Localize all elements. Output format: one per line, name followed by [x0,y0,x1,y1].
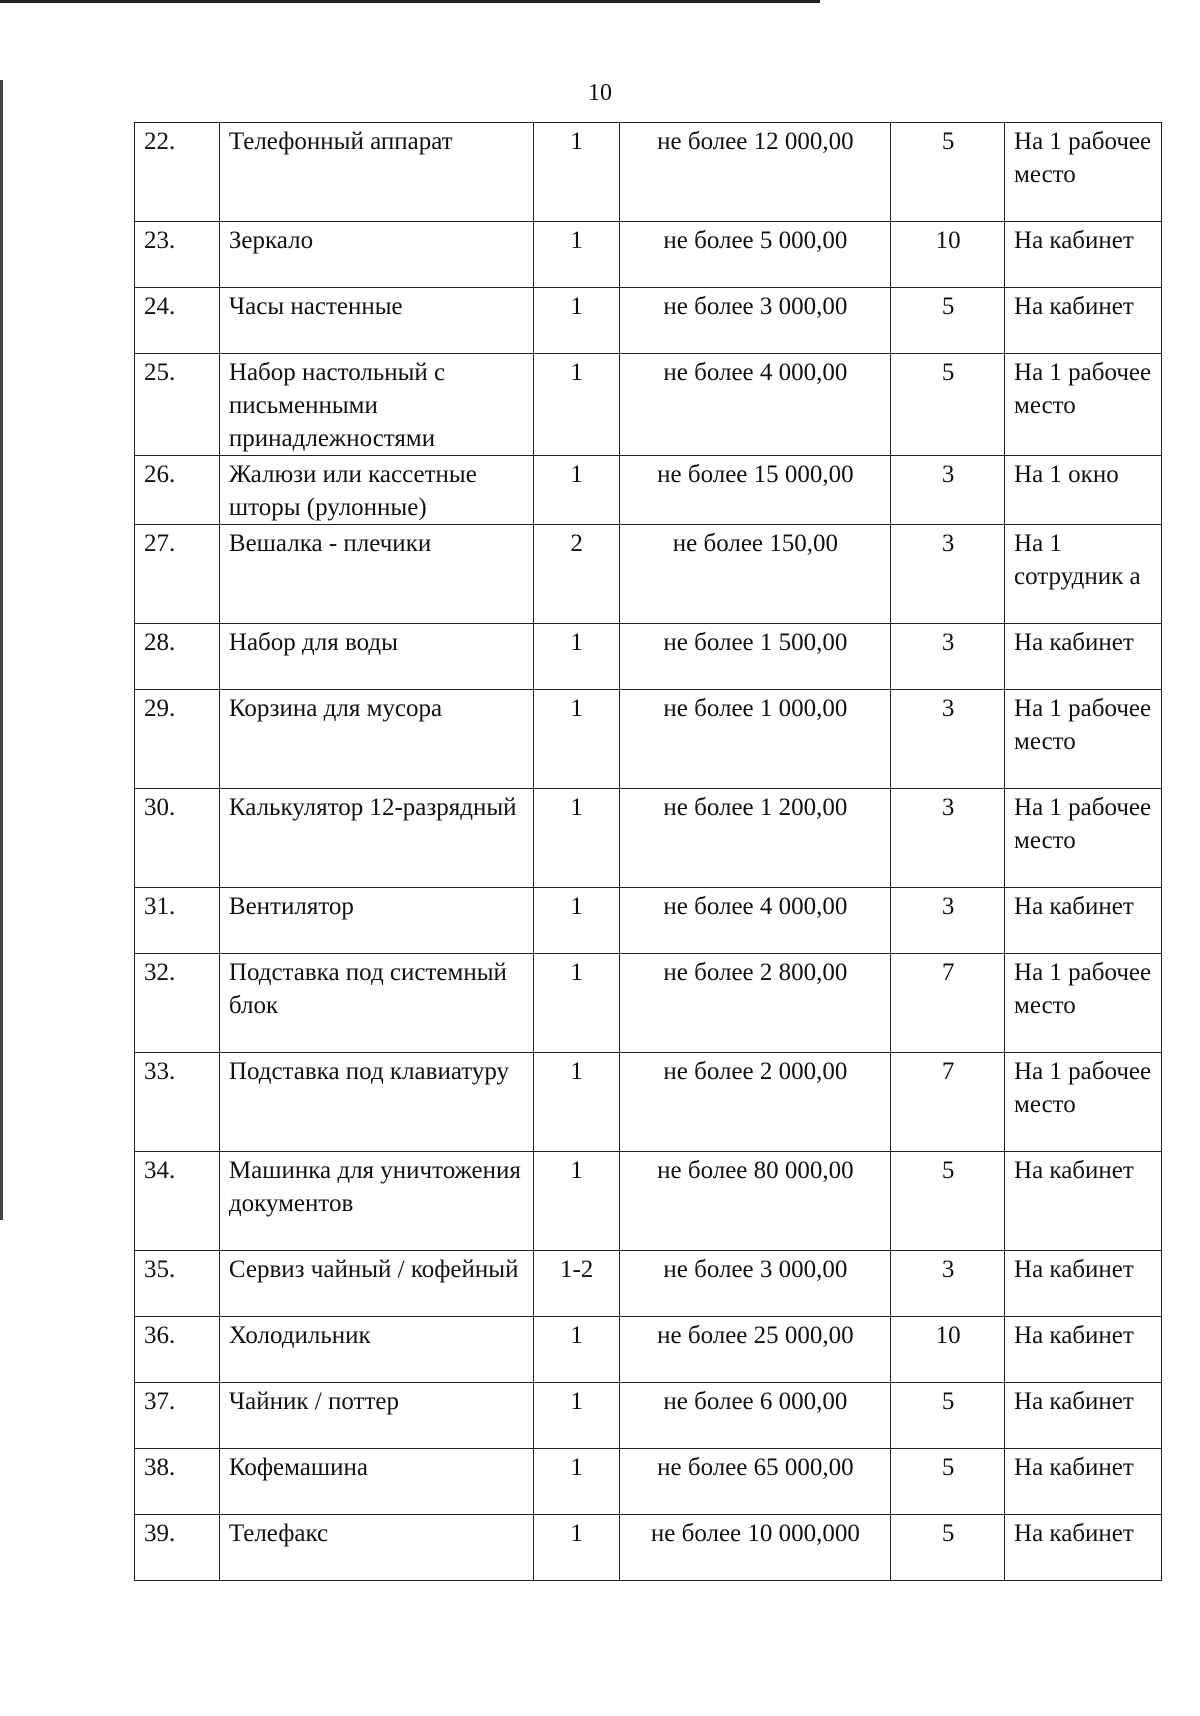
item-name: Набор для воды [219,624,533,690]
item-norm: На 1 рабочее место [1005,690,1162,789]
item-quantity: 1 [533,354,619,456]
item-price: не более 2 000,00 [619,1053,891,1152]
item-service-years: 5 [891,354,1005,456]
item-service-years: 3 [891,624,1005,690]
row-number: 38. [135,1449,220,1515]
item-price: не более 65 000,00 [619,1449,891,1515]
item-name: Подставка под клавиатуру [219,1053,533,1152]
table-row [135,954,1162,1053]
table-row [135,1053,1162,1152]
item-price: не более 4 000,00 [619,888,891,954]
item-name: Набор настольный с письменными принадлежностями [219,354,533,456]
row-number: 36. [135,1317,220,1383]
item-norm: На кабинет [1005,222,1162,288]
item-price: не более 12 000,00 [619,123,891,222]
item-service-years: 7 [891,1053,1005,1152]
row-number: 23. [135,222,220,288]
item-name: Вешалка - плечики [219,525,533,624]
item-quantity: 1 [533,123,619,222]
row-number: 22. [135,123,220,222]
item-name: Машинка для уничтожения документов [219,1152,533,1251]
item-quantity: 1 [533,789,619,888]
item-name: Подставка под системный блок [219,954,533,1053]
item-name: Жалюзи или кассетные шторы (рулонные) [219,456,533,525]
item-service-years: 5 [891,288,1005,354]
item-name: Сервиз чайный / кофейный [219,1251,533,1317]
row-number: 28. [135,624,220,690]
item-norm: На кабинет [1005,1449,1162,1515]
table-row [135,888,1162,954]
row-number: 25. [135,354,220,456]
table-row [135,1152,1162,1251]
item-norm: На кабинет [1005,288,1162,354]
item-service-years: 3 [891,525,1005,624]
item-norm: На 1 рабочее место [1005,1053,1162,1152]
item-name: Чайник / поттер [219,1383,533,1449]
table-row [135,624,1162,690]
item-name: Зеркало [219,222,533,288]
item-price: не более 2 800,00 [619,954,891,1053]
item-price: не более 1 200,00 [619,789,891,888]
item-norm: На 1 окно [1005,456,1162,525]
item-name: Холодильник [219,1317,533,1383]
item-service-years: 3 [891,888,1005,954]
row-number: 24. [135,288,220,354]
item-price: не более 1 000,00 [619,690,891,789]
item-quantity: 2 [533,525,619,624]
item-name: Телефонный аппарат [219,123,533,222]
row-number: 34. [135,1152,220,1251]
item-name: Вентилятор [219,888,533,954]
row-number: 37. [135,1383,220,1449]
item-norm: На 1 рабочее место [1005,354,1162,456]
table-row [135,1449,1162,1515]
item-service-years: 5 [891,1383,1005,1449]
item-norm: На 1 рабочее место [1005,123,1162,222]
table-row [135,1317,1162,1383]
item-norm: На 1 рабочее место [1005,954,1162,1053]
item-price: не более 5 000,00 [619,222,891,288]
item-name: Калькулятор 12-разрядный [219,789,533,888]
item-norm: На кабинет [1005,888,1162,954]
row-number: 27. [135,525,220,624]
item-norm: На кабинет [1005,1317,1162,1383]
item-quantity: 1 [533,222,619,288]
item-price: не более 4 000,00 [619,354,891,456]
item-norm: На кабинет [1005,624,1162,690]
item-price: не более 80 000,00 [619,1152,891,1251]
row-number: 35. [135,1251,220,1317]
item-service-years: 3 [891,456,1005,525]
item-price: не более 6 000,00 [619,1383,891,1449]
item-service-years: 10 [891,1317,1005,1383]
item-service-years: 3 [891,789,1005,888]
item-quantity: 1 [533,1152,619,1251]
item-service-years: 10 [891,222,1005,288]
row-number: 26. [135,456,220,525]
item-quantity: 1 [533,288,619,354]
item-quantity: 1 [533,1053,619,1152]
row-number: 31. [135,888,220,954]
item-quantity: 1 [533,954,619,1053]
item-price: не более 25 000,00 [619,1317,891,1383]
item-quantity: 1 [533,1383,619,1449]
item-price: не более 3 000,00 [619,1251,891,1317]
row-number: 39. [135,1515,220,1581]
item-quantity: 1 [533,690,619,789]
item-service-years: 7 [891,954,1005,1053]
item-price: не более 10 000,000 [619,1515,891,1581]
table-row [135,525,1162,624]
scan-edge-top [0,0,820,3]
item-service-years: 5 [891,1515,1005,1581]
item-name: Кофемашина [219,1449,533,1515]
item-quantity: 1 [533,888,619,954]
item-service-years: 5 [891,123,1005,222]
item-service-years: 5 [891,1449,1005,1515]
items-table [134,122,1162,1581]
item-price: не более 150,00 [619,525,891,624]
item-norm: На 1 рабочее место [1005,789,1162,888]
item-norm: На кабинет [1005,1515,1162,1581]
item-norm: На кабинет [1005,1251,1162,1317]
item-quantity: 1 [533,1515,619,1581]
item-quantity: 1-2 [533,1251,619,1317]
item-service-years: 3 [891,690,1005,789]
table-row [135,1251,1162,1317]
table-row [135,690,1162,789]
table-row [135,1383,1162,1449]
item-norm: На кабинет [1005,1152,1162,1251]
item-price: не более 3 000,00 [619,288,891,354]
page-number: 10 [588,80,612,106]
item-quantity: 1 [533,1317,619,1383]
row-number: 32. [135,954,220,1053]
items-table-body [135,123,1162,1581]
item-price: не более 15 000,00 [619,456,891,525]
item-name: Часы настенные [219,288,533,354]
row-number: 29. [135,690,220,789]
item-quantity: 1 [533,1449,619,1515]
item-price: не более 1 500,00 [619,624,891,690]
item-name: Корзина для мусора [219,690,533,789]
table-row [135,1515,1162,1581]
row-number: 33. [135,1053,220,1152]
table-row [135,354,1162,456]
item-quantity: 1 [533,456,619,525]
table-row [135,789,1162,888]
item-quantity: 1 [533,624,619,690]
item-norm: На 1 сотрудник а [1005,525,1162,624]
item-service-years: 3 [891,1251,1005,1317]
row-number: 30. [135,789,220,888]
item-norm: На кабинет [1005,1383,1162,1449]
scan-edge-left [0,80,3,1220]
item-service-years: 5 [891,1152,1005,1251]
table-row [135,288,1162,354]
table-row [135,123,1162,222]
table-row [135,222,1162,288]
table-row [135,456,1162,525]
item-name: Телефакс [219,1515,533,1581]
